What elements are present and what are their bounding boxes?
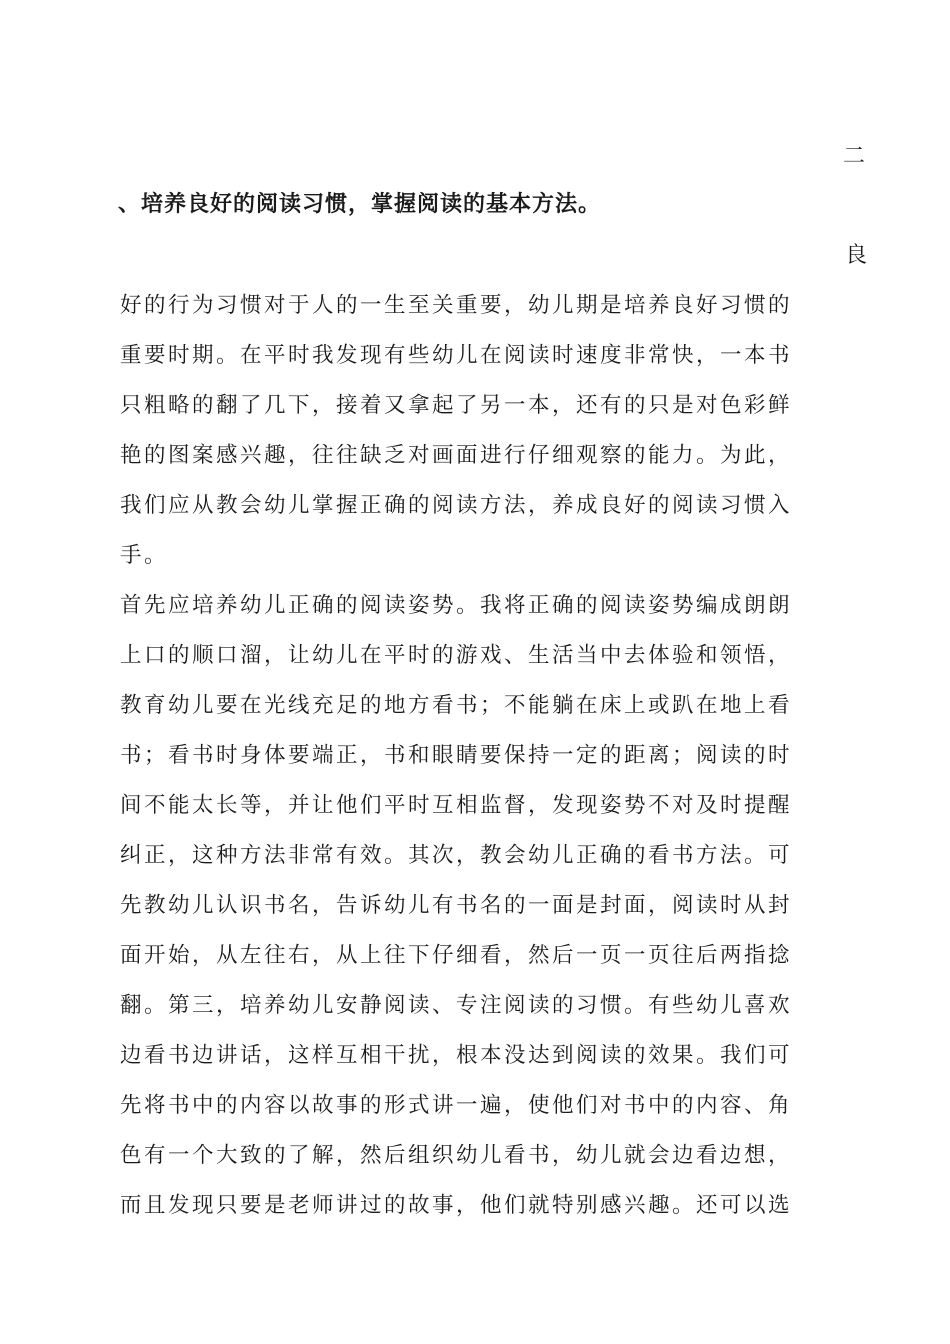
body-text: [120, 292, 840, 1242]
text-line: 而且发现只要是老师讲过的故事，他们就特别感兴趣。还可以选: [120, 1193, 793, 1218]
margin-note-2: 良: [845, 243, 868, 268]
text-line: 手。: [120, 543, 169, 568]
margin-note-1: 二: [843, 144, 866, 169]
text-line: 翻。第三，培养幼儿安静阅读、专注阅读的习惯。有些幼儿喜欢: [120, 993, 793, 1018]
text-line: 重要时期。在平时我发现有些幼儿在阅读时速度非常快，一本书: [120, 343, 793, 368]
text-line: 面开始，从左往右，从上往下仔细看，然后一页一页往后两指捻: [120, 943, 793, 968]
text-line: 上口的顺口溜，让幼儿在平时的游戏、生活当中去体验和领悟，: [120, 643, 793, 668]
text-line: 好的行为习惯对于人的一生至关重要，幼儿期是培养良好习惯的: [120, 293, 793, 318]
text-line: 书；看书时身体要端正，书和眼睛要保持一定的距离；阅读的时: [120, 743, 793, 768]
text-line: 先将书中的内容以故事的形式讲一遍，使他们对书中的内容、角: [120, 1093, 793, 1118]
text-line: 只粗略的翻了几下，接着又拿起了另一本，还有的只是对色彩鲜: [120, 393, 793, 418]
text-line: 色有一个大致的了解，然后组织幼儿看书，幼儿就会边看边想，: [120, 1143, 793, 1168]
text-line: 纠正，这种方法非常有效。其次，教会幼儿正确的看书方法。可: [120, 843, 793, 868]
text-line: 先教幼儿认识书名，告诉幼儿有书名的一面是封面，阅读时从封: [120, 893, 793, 918]
text-line: 艳的图案感兴趣，往往缺乏对画面进行仔细观察的能力。为此，: [120, 443, 793, 468]
section-heading: 、培养良好的阅读习惯，掌握阅读的基本方法。: [118, 191, 602, 217]
text-line: 我们应从教会幼儿掌握正确的阅读方法，养成良好的阅读习惯入: [120, 493, 793, 518]
text-line: 边看书边讲话，这样互相干扰，根本没达到阅读的效果。我们可: [120, 1043, 793, 1068]
text-line: 间不能太长等，并让他们平时互相监督，发现姿势不对及时提醒: [120, 793, 793, 818]
text-line: 教育幼儿要在光线充足的地方看书；不能躺在床上或趴在地上看: [120, 693, 793, 718]
text-line: 首先应培养幼儿正确的阅读姿势。我将正确的阅读姿势编成朗朗: [120, 593, 793, 618]
